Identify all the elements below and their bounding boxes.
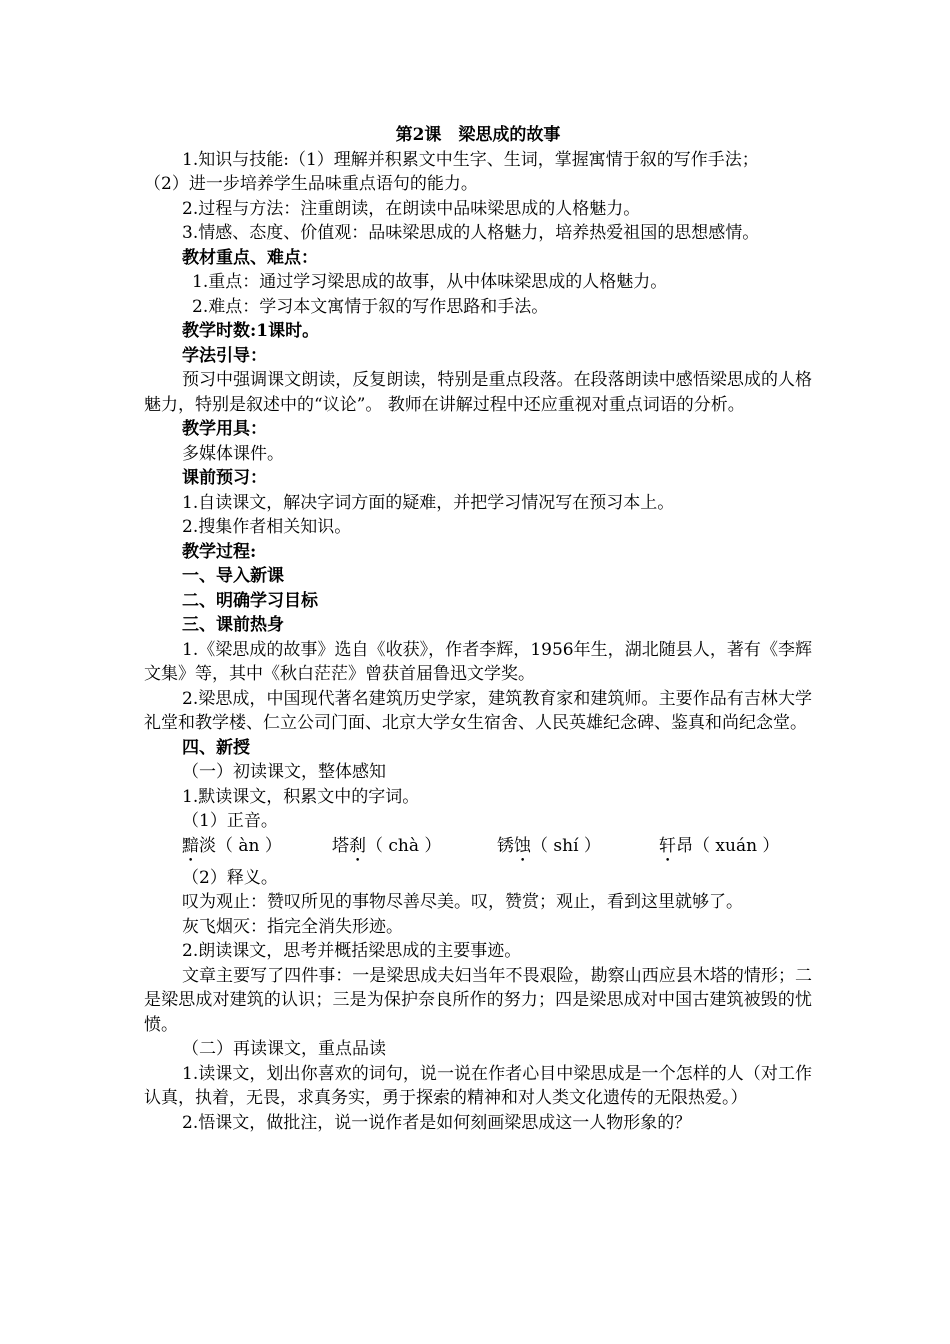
- preview-item-2: 2.搜集作者相关知识。: [182, 517, 352, 537]
- teaching-hours: 教学时数:1课时。: [182, 321, 320, 341]
- preview-heading: 课前预习：: [182, 468, 267, 488]
- section-2: 二、明确学习目标: [182, 590, 318, 611]
- pinyin-item-1: 黯淡（ àn ）: [182, 835, 282, 856]
- author-info: 1.《梁思成的故事》选自《收获》，作者李辉，1956年生，湖北随县人，著有《李辉文集》等，其中《秋白茫茫》曾获首届鲁迅文学奖。: [144, 639, 812, 684]
- meaning-item-1: 叹为观止：赞叹所见的事物尽善尽美。叹，赞赏；观止，看到这里就够了。: [182, 892, 743, 912]
- process-heading: 教学过程:: [182, 541, 257, 562]
- goal-2: 2.过程与方法：注重朗读，在朗读中品味梁思成的人格魅力。: [182, 198, 641, 219]
- page-title: 第2课 梁思成的故事: [395, 125, 561, 145]
- part-2-heading: （二）再读课文，重点品读: [182, 1039, 386, 1059]
- read-task-1: 1.默读课文，积累文中的字词。: [182, 786, 420, 807]
- key-point: 1.重点：通过学习梁思成的故事，从中体味梁思成的人格魅力。: [192, 272, 668, 292]
- goal-1a: 1.知识与技能:（1）理解并积累文中生字、生词，掌握寓情于叙的写作手法；: [182, 149, 759, 170]
- pinyin-item-4: 轩昂（ xuán ）: [659, 835, 780, 856]
- method-text: 预习中强调课文朗读，反复朗读，特别是重点段落。在段落朗读中感悟梁思成的人格魅力，特别是叙述中的“议论”。 教师在讲解过程中还应重视对重点词语的分析。: [144, 370, 812, 415]
- question-1: 1.读课文，划出你喜欢的词句，说一说在作者心目中梁思成是一个怎样的人（对工作认真，执着，无畏，求真务实，勇于探索的精神和对人类文化遗传的无限热爱。）: [144, 1063, 812, 1108]
- goal-3: 3.情感、态度、价值观：品味梁思成的人格魅力，培养热爱祖国的思想感情。: [182, 223, 760, 243]
- lesson-document: [144, 123, 812, 1135]
- part-1-heading: （一）初读课文，整体感知: [182, 762, 386, 782]
- pronunciation-heading: （1）正音。: [182, 811, 278, 831]
- pinyin-row: [144, 834, 812, 866]
- section-4: 四、新授: [182, 737, 250, 758]
- question-2: 2.悟课文，做批注，说一说作者是如何刻画梁思成这一人物形象的？: [182, 1112, 692, 1133]
- section-1: 一、导入新课: [182, 566, 284, 586]
- liang-info: 2.梁思成，中国现代著名建筑历史学家，建筑教育家和建筑师。主要作品有吉林大学礼堂和教学楼、仁立公司门面、北京大学女生宿舍、人民英雄纪念碑、鉴真和尚纪念堂。: [144, 688, 812, 733]
- pinyin-item-2: 塔刹（ chà ）: [332, 835, 442, 856]
- method-heading: 学法引导：: [182, 345, 267, 366]
- pinyin-item-3: 锈蚀（ shí ）: [497, 835, 601, 856]
- meaning-heading: （2）释义。: [182, 867, 278, 888]
- meaning-item-2: 灰飞烟灭：指完全消失形迹。: [182, 916, 403, 937]
- section-3: 三、课前热身: [182, 615, 284, 635]
- difficult-point: 2.难点：学习本文寓情于叙的写作思路和手法。: [192, 296, 549, 317]
- key-heading: 教材重点、难点：: [182, 247, 318, 268]
- tools-heading: 教学用具：: [182, 419, 267, 439]
- goal-1b: （2）进一步培养学生品味重点语句的能力。: [144, 174, 478, 194]
- preview-item-1: 1.自读课文，解决字词方面的疑难，并把学习情况写在预习本上。: [182, 492, 675, 513]
- read-task-2: 2.朗读课文，思考并概括梁思成的主要事迹。: [182, 941, 522, 961]
- summary-text: 文章主要写了四件事：一是梁思成夫妇当年不畏艰险，勘察山西应县木塔的情形；二是梁思成对建筑的认识；三是为保护奈良所作的努力；四是梁思成对中国古建筑被毁的忧愤。: [144, 965, 812, 1035]
- tools-text: 多媒体课件。: [182, 443, 284, 464]
